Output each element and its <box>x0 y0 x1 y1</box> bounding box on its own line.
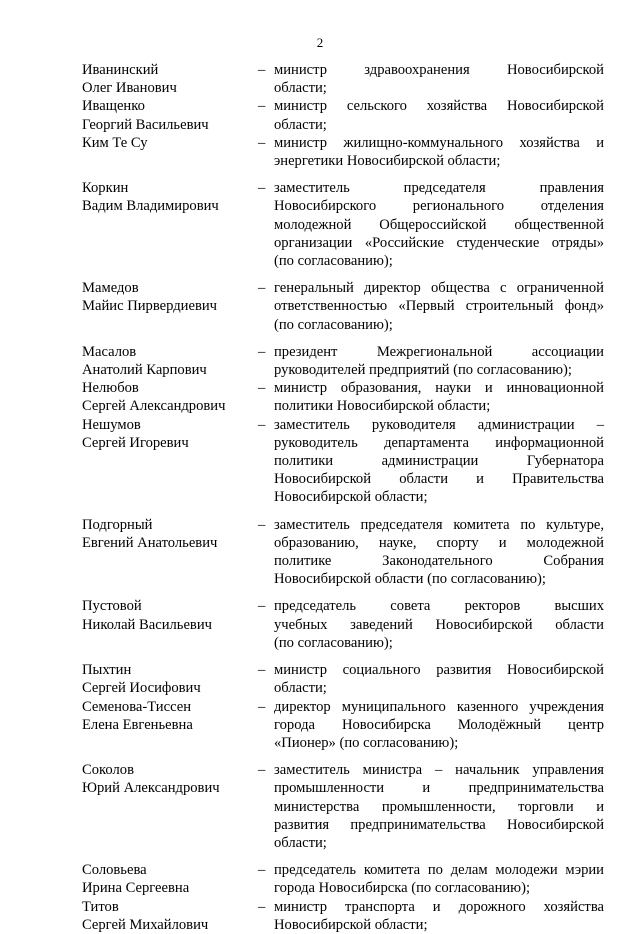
member-name-line: Ким Те Су <box>82 134 148 151</box>
member-role-line: Новосибирского регионального отделения <box>274 198 604 215</box>
member-name-line: Иващенко <box>82 98 145 115</box>
member-role <box>274 761 604 852</box>
member-entry <box>82 134 604 170</box>
member-role <box>274 861 604 897</box>
member-role-line: промышленности и предпринимательства <box>274 780 604 797</box>
member-name-line: Соловьева <box>82 862 147 879</box>
member-name-line: Майис Пирвердиевич <box>82 298 217 315</box>
member-role-line: министр образования, науки и инновационной <box>274 380 604 397</box>
dash-separator: – <box>258 343 266 360</box>
member-role <box>274 134 604 170</box>
member-role <box>274 379 604 415</box>
member-role-line: директор муниципального казенного учреждения <box>274 698 604 715</box>
member-role-line: области; <box>274 116 327 133</box>
member-name-line: Титов <box>82 898 119 915</box>
member-name-line: Масалов <box>82 343 137 360</box>
dash-separator: – <box>258 516 266 533</box>
member-name-line: Коркин <box>82 180 129 197</box>
member-entry <box>82 343 604 379</box>
member-role-line: президент Межрегиональной ассоциации <box>274 343 604 360</box>
member-name-line: Сергей Иосифович <box>82 680 201 697</box>
member-role-line: области; <box>274 80 327 97</box>
member-name-line: Вадим Владимирович <box>82 198 219 215</box>
member-name-line: Анатолий Карпович <box>82 362 207 379</box>
member-role-line: заместитель председателя правления <box>274 180 604 197</box>
member-role <box>274 597 604 652</box>
members-list <box>82 61 604 934</box>
member-name <box>82 898 258 934</box>
member-entry <box>82 379 604 415</box>
member-entry <box>82 97 604 133</box>
dash-separator: – <box>258 380 266 397</box>
member-name <box>82 861 258 897</box>
member-role-line: Новосибирской области; <box>274 489 428 506</box>
member-role-line: политики Новосибирской области; <box>274 398 491 415</box>
member-role-line: председатель совета ректоров высших <box>274 598 604 615</box>
member-role-line: заместитель руководителя администрации – <box>274 416 604 433</box>
member-name <box>82 279 258 334</box>
dash-separator: – <box>258 598 266 615</box>
member-role-line: министерства промышленности, торговли и <box>274 798 604 815</box>
member-entry <box>82 597 604 652</box>
member-role <box>274 898 604 934</box>
member-role-line: ответственностью «Первый строительный фонд» <box>274 298 604 315</box>
member-role-line: министр жилищно-коммунального хозяйства и <box>274 134 604 151</box>
member-role-line: Новосибирской области; <box>274 916 428 933</box>
dash-separator: – <box>258 898 266 915</box>
member-role-line: образованию, науке, спорту и молодежной <box>274 534 604 551</box>
dash-separator: – <box>258 416 266 433</box>
member-role-line: (по согласованию); <box>274 316 393 333</box>
member-role-line: молодежной Общероссийской общественной <box>274 216 604 233</box>
member-name-line: Пустовой <box>82 598 142 615</box>
member-role <box>274 279 604 334</box>
member-role-line: министр транспорта и дорожного хозяйства <box>274 898 604 915</box>
member-name <box>82 516 258 589</box>
member-role-line: энергетики Новосибирской области; <box>274 153 501 170</box>
member-name <box>82 661 258 697</box>
member-role <box>274 416 604 507</box>
member-role-line: политики администрации Губернатора <box>274 453 604 470</box>
member-role-line: министр здравоохранения Новосибирской <box>274 62 604 78</box>
member-name <box>82 61 258 97</box>
dash-separator: – <box>258 762 266 779</box>
member-name-line: Николай Васильевич <box>82 616 212 633</box>
member-name-line: Мамедов <box>82 280 139 297</box>
member-role <box>274 61 604 97</box>
member-entry <box>82 661 604 697</box>
member-entry <box>82 279 604 334</box>
member-role-line: города Новосибирска Молодёжный центр <box>274 716 604 733</box>
member-role-line: Новосибирской области (по согласованию); <box>274 571 546 588</box>
dash-separator: – <box>258 662 266 679</box>
member-entry <box>82 698 604 753</box>
member-role-line: (по согласованию); <box>274 253 393 270</box>
member-role-line: министр сельского хозяйства Новосибирской <box>274 98 604 115</box>
member-role-line: «Пионер» (по согласованию); <box>274 734 459 751</box>
member-entry <box>82 516 604 589</box>
dash-separator: – <box>258 62 266 78</box>
member-role-line: города Новосибирска (по согласованию); <box>274 880 531 897</box>
member-name-line: Юрий Александрович <box>82 780 220 797</box>
dash-separator: – <box>258 698 266 715</box>
member-role-line: Новосибирской области и Правительства <box>274 471 604 488</box>
member-name-line: Семенова-Тиссен <box>82 698 192 715</box>
member-role <box>274 179 604 270</box>
member-name <box>82 97 258 133</box>
member-role <box>274 661 604 697</box>
member-role-line: учебных заведений Новосибирской области <box>274 616 604 633</box>
member-role-line: области; <box>274 834 327 851</box>
member-name-line: Георгий Васильевич <box>82 116 209 133</box>
member-role <box>274 698 604 753</box>
member-name <box>82 597 258 652</box>
member-name-line: Елена Евгеньевна <box>82 716 193 733</box>
member-entry <box>82 61 604 97</box>
member-name <box>82 416 258 507</box>
member-name <box>82 761 258 852</box>
member-role-line: области; <box>274 680 327 697</box>
member-role-line: организации «Российские студенческие отряды» <box>274 234 604 251</box>
member-name-line: Соколов <box>82 762 134 779</box>
member-entry <box>82 861 604 897</box>
member-name <box>82 179 258 270</box>
member-name-line: Сергей Михайлович <box>82 916 209 933</box>
member-name <box>82 134 258 170</box>
dash-separator: – <box>258 134 266 151</box>
dash-separator: – <box>258 862 266 879</box>
member-role-line: председатель комитета по делам молодежи мэрии <box>274 862 604 879</box>
member-name-line: Олег Иванович <box>82 80 177 97</box>
member-name-line: Пыхтин <box>82 662 132 679</box>
member-name-line: Иванинский <box>82 62 159 78</box>
member-name-line: Подгорный <box>82 516 153 533</box>
dash-separator: – <box>258 180 266 197</box>
member-name-line: Сергей Игоревич <box>82 434 189 451</box>
member-name-line: Нелюбов <box>82 380 139 397</box>
page-number: 2 <box>316 35 324 50</box>
member-role <box>274 516 604 589</box>
member-role-line: политике Законодательного Собрания <box>274 553 604 570</box>
member-role-line: заместитель министра – начальник управления <box>274 762 604 779</box>
member-name-line: Сергей Александрович <box>82 398 226 415</box>
member-role-line: заместитель председателя комитета по культуре, <box>274 516 604 533</box>
member-role-line: руководитель департамента информационной <box>274 434 604 451</box>
member-entry <box>82 416 604 507</box>
member-name-line: Евгений Анатольевич <box>82 534 218 551</box>
member-role-line: развития предпринимательства Новосибирской <box>274 816 604 833</box>
member-role-line: генеральный директор общества с ограниченной <box>274 280 604 297</box>
member-name-line: Нешумов <box>82 416 141 433</box>
member-name <box>82 343 258 379</box>
dash-separator: – <box>258 98 266 115</box>
member-entry <box>82 898 604 934</box>
member-role-line: руководителей предприятий (по согласованию); <box>274 362 572 379</box>
member-name <box>82 379 258 415</box>
member-role <box>274 97 604 133</box>
member-entry <box>82 179 604 270</box>
member-role-line: министр социального развития Новосибирской <box>274 662 604 679</box>
member-name-line: Ирина Сергеевна <box>82 880 190 897</box>
dash-separator: – <box>258 280 266 297</box>
member-name <box>82 698 258 753</box>
member-role <box>274 343 604 379</box>
member-role-line: (по согласованию); <box>274 634 393 651</box>
member-entry <box>82 761 604 852</box>
